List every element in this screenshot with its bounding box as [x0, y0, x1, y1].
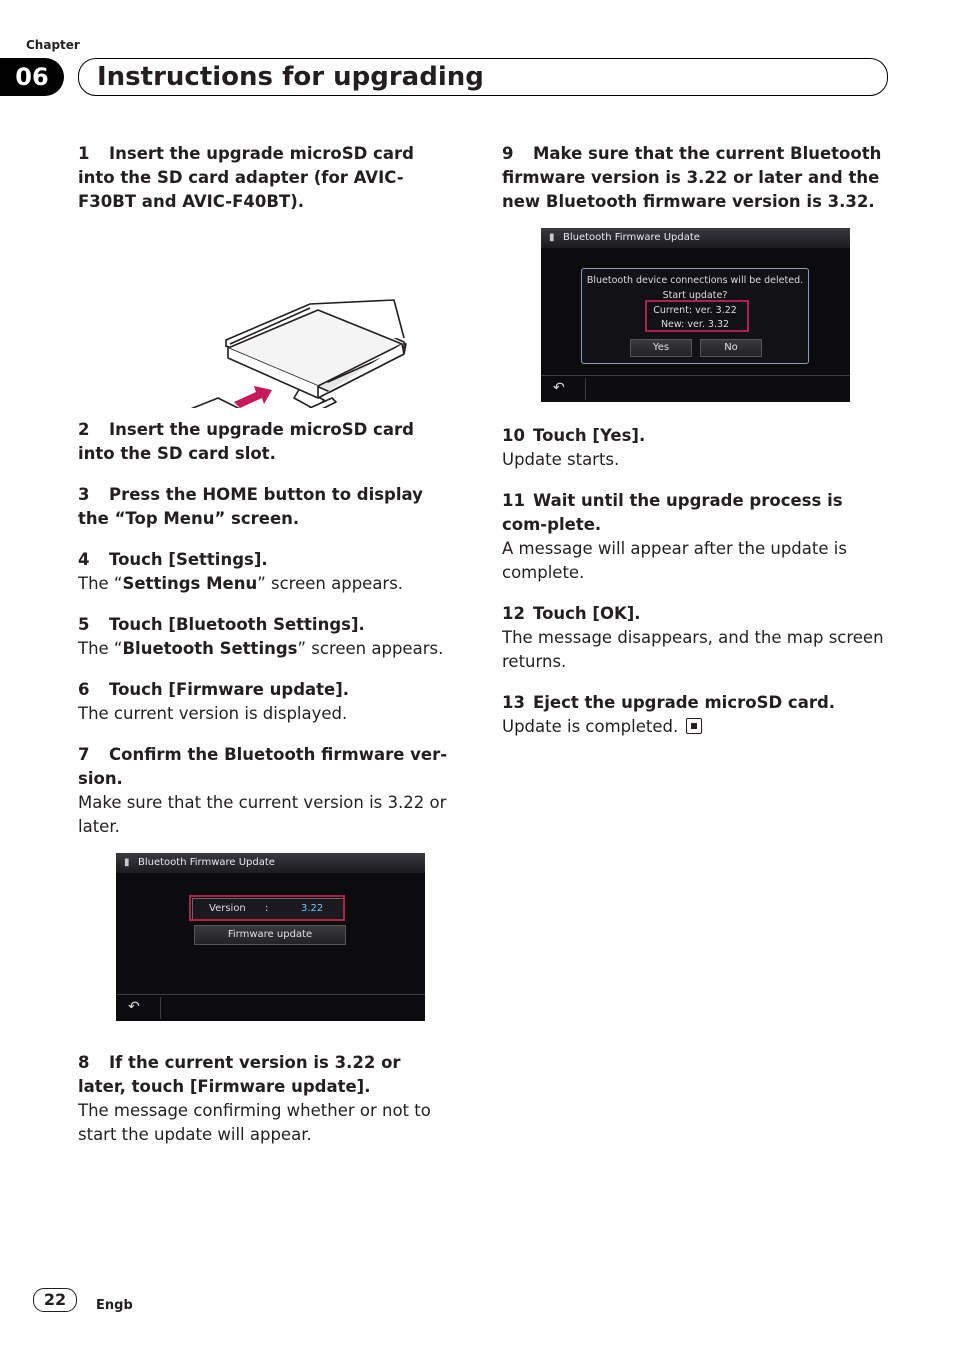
step-6: 6 Touch [Firmware update]. The current version is displayed.	[78, 680, 350, 723]
confirm-dialog: Bluetooth device connections will be deleted. Start update? Current: ver. 3.22 New: ver. 3.32 Yes No	[581, 268, 809, 364]
device-icon: ▮	[549, 232, 555, 243]
version-highlight	[189, 895, 345, 921]
step-13: 13 Eject the upgrade microSD card. Update is completed.	[502, 693, 836, 736]
screen-footer	[116, 994, 425, 1021]
insert-arrow	[234, 386, 272, 408]
left-column	[78, 142, 450, 1147]
step-4: 4 Touch [Settings]. The “Settings Menu” screen appears.	[78, 550, 404, 593]
version-highlight	[645, 300, 749, 332]
firmware-update-button[interactable]: Firmware update	[194, 925, 346, 945]
language-code: Engb	[96, 1298, 133, 1313]
page-number-badge: 22	[33, 1288, 77, 1312]
version-row: Version : 3.22	[192, 898, 344, 920]
title-box	[78, 58, 888, 96]
update-confirm-screen	[541, 228, 850, 402]
firmware-version-screen	[116, 853, 425, 1021]
chapter-label: Chapter	[26, 38, 80, 52]
step-7: 7 Confirm the Bluetooth firmware ver-sion. Make sure that the current version is 3.22 or later.	[78, 745, 448, 836]
step-12: 12 Touch [OK]. The message disappears, and the map screen returns.	[502, 604, 884, 671]
yes-button[interactable]: Yes	[630, 339, 692, 357]
step-8: 8 If the current version is 3.22 or later, touch [Firmware update]. The message confirming whether or not to start the update will appear.	[78, 1053, 431, 1144]
screen-footer	[541, 375, 850, 402]
step-10: 10 Touch [Yes]. Update starts.	[502, 426, 646, 469]
chapter-number-tab: 06	[0, 58, 64, 96]
screen-title-bar: ▮ Bluetooth Firmware Update	[116, 853, 425, 873]
microsd-card	[138, 398, 246, 408]
step-11: 11 Wait until the upgrade process is com-plete. A message will appear after the update is complete.	[502, 491, 847, 582]
right-column	[502, 142, 886, 739]
back-icon[interactable]: ↶	[128, 999, 140, 1015]
sd-adapter-illustration	[78, 222, 450, 408]
step-3: 3 Press the HOME button to display the “Top Menu” screen.	[78, 485, 423, 528]
no-button[interactable]: No	[700, 339, 762, 357]
step-9: 9 Make sure that the current Bluetooth firmware version is 3.22 or later and the new Bluetooth firmware version is 3.32.	[502, 144, 882, 211]
page-title: Instructions for upgrading	[97, 62, 484, 92]
device-icon: ▮	[124, 857, 130, 868]
step-1	[78, 142, 450, 214]
step-2: 2 Insert the upgrade microSD card into the SD card slot.	[78, 420, 414, 463]
screen-title-bar: ▮ Bluetooth Firmware Update	[541, 228, 850, 248]
back-icon[interactable]: ↶	[553, 380, 565, 396]
step-1-title: 1 Insert the upgrade microSD card into the SD card adapter (for AVIC-F30BT and AVIC-F40BT).	[78, 144, 414, 211]
end-mark-icon	[686, 718, 702, 734]
step-5: 5 Touch [Bluetooth Settings]. The “Bluetooth Settings” screen appears.	[78, 615, 444, 658]
